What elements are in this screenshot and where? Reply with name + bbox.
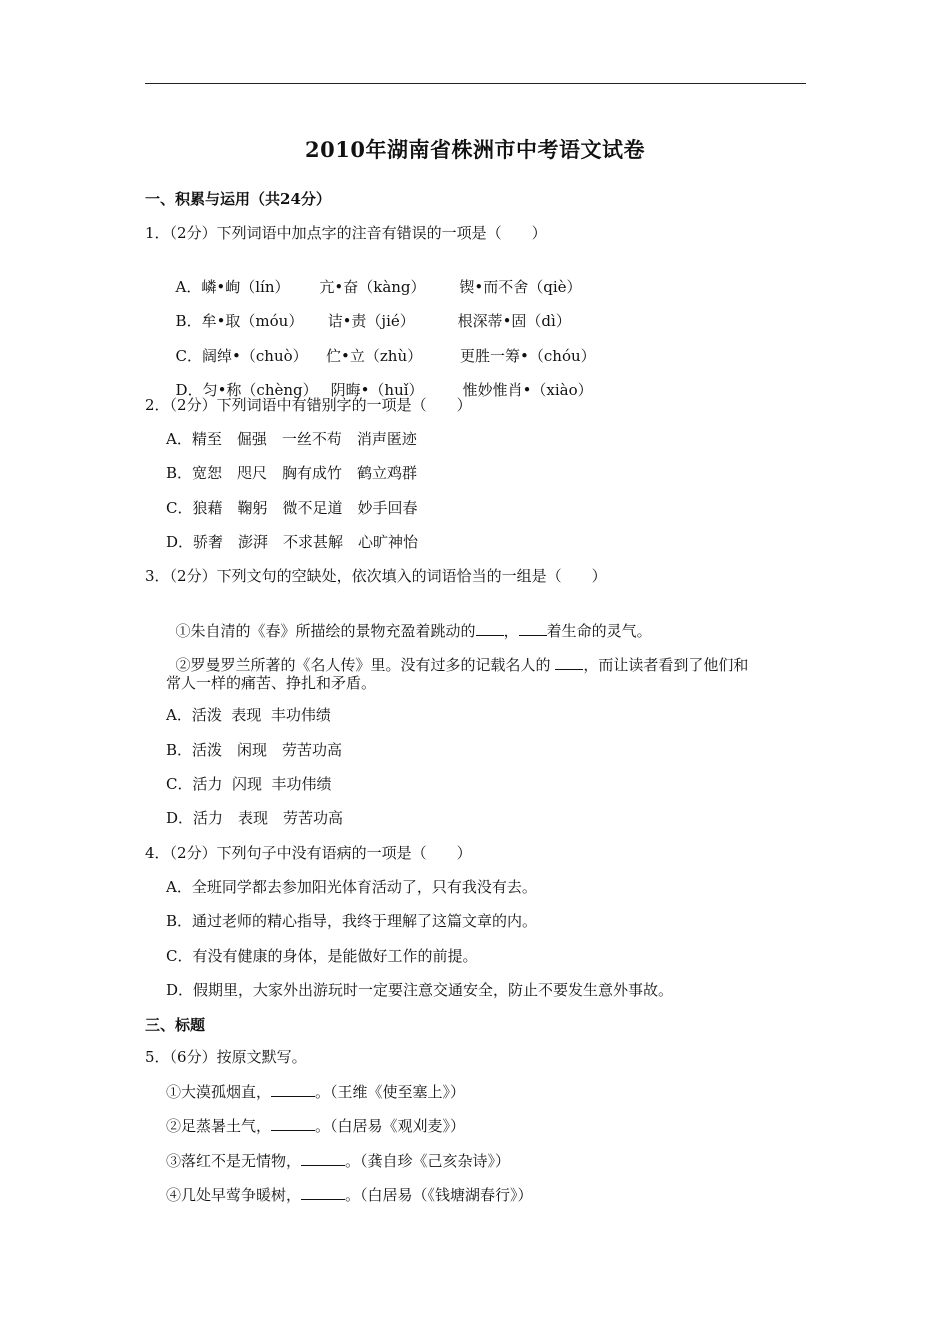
verse-source: 。（龚自珍《己亥杂诗》）: [345, 1152, 511, 1170]
q3-option-b: [166, 740, 342, 760]
option-letter: D．: [175, 381, 203, 399]
option-text: 狼藉 鞠躬 微不足道 妙手回春: [192, 499, 418, 517]
q1-option-d: [166, 360, 593, 400]
option-text: 活力 闪现 丰功伟绩: [192, 775, 332, 793]
question-2-stem: 2．（2分）下列词语中有错别字的一项是（ ）: [145, 396, 472, 414]
option-text: 活泼 闲现 劳苦功高: [192, 741, 343, 759]
q5-item-4: [166, 1184, 533, 1205]
fill-blank: [271, 1115, 315, 1131]
option-word: 诘•责（jié）: [327, 312, 415, 330]
q3-option-c: [166, 774, 332, 794]
fill-blank: [301, 1184, 345, 1200]
option-text: 精至 倔强 一丝不苟 消声匿迹: [191, 430, 417, 448]
option-letter: A．: [166, 706, 192, 724]
option-word: 嶙•峋（lín）: [201, 278, 290, 296]
sentence-text: 着生命的灵气。: [546, 622, 652, 640]
option-letter: C．: [166, 775, 193, 793]
verse-text: ④几处早莺争暖树，: [166, 1186, 302, 1204]
option-text: 有没有健康的身体，是能做好工作的前提。: [192, 947, 478, 965]
option-text: 宽恕 咫尺 胸有成竹 鹤立鸡群: [192, 464, 418, 482]
option-word: 匀•称（chèng）: [202, 381, 318, 399]
option-letter: B．: [166, 464, 193, 482]
verse-source: 。（白居易《观刈麦》）: [315, 1117, 466, 1135]
fill-blank: [301, 1150, 345, 1166]
page-title: 2010年湖南省株洲市中考语文试卷: [305, 137, 645, 162]
option-word: 惟妙惟肖•（xiào）: [462, 381, 593, 399]
q4-option-b: [166, 911, 537, 931]
option-text: 骄奢 澎湃 不求甚解 心旷神怡: [193, 533, 419, 551]
option-word: 阴晦•（huǐ）: [330, 381, 424, 399]
option-text: 假期里，大家外出游玩时一定要注意交通安全，防止不要发生意外事故。: [193, 981, 674, 999]
option-letter: A．: [166, 430, 192, 448]
q2-option-c: [166, 498, 418, 518]
option-letter: D．: [166, 809, 194, 827]
verse-text: ③落红不是无情物，: [166, 1152, 302, 1170]
option-word: 牟•取（móu）: [201, 312, 304, 330]
q5-item-3: [166, 1150, 510, 1171]
option-letter: D．: [166, 533, 194, 551]
question-4-stem: 4．（2分）下列句子中没有语病的一项是（ ）: [145, 844, 472, 862]
verse-text: ②足蒸暑土气，: [166, 1117, 272, 1135]
q3-option-d: [166, 808, 343, 828]
q2-option-a: [166, 429, 417, 449]
option-word: 伫•立（zhù）: [326, 347, 423, 365]
q4-option-a: [166, 877, 537, 897]
q3-option-a: [166, 705, 331, 725]
sentence-text: ，: [503, 622, 519, 640]
option-letter: A．: [166, 878, 192, 896]
option-text: 全班同学都去参加阳光体育活动了，只有我没有去。: [191, 878, 537, 896]
fill-blank: [555, 654, 583, 670]
option-letter: C．: [166, 947, 193, 965]
q2-option-d: [166, 532, 418, 552]
option-word: 更胜一筹•（chóu）: [460, 347, 596, 365]
sentence-text: ，而让读者看到了他们和: [583, 656, 749, 674]
fill-blank: [271, 1081, 315, 1097]
option-text: 活泼 表现 丰功伟绩: [191, 706, 331, 724]
verse-source: 。（王维《使至塞上》）: [315, 1083, 466, 1101]
section-heading: 三、标题: [145, 1016, 206, 1034]
option-word: 亢•奋（kàng）: [319, 278, 426, 296]
option-text: 活力 表现 劳苦功高: [193, 809, 344, 827]
q5-item-1: [166, 1081, 465, 1102]
q3-sentence-2-cont: 常人一样的痛苦、挣扎和矛盾。: [166, 674, 377, 692]
option-letter: C．: [175, 347, 203, 365]
verse-source: 。（白居易（《钱塘湖春行》）: [345, 1186, 533, 1204]
q1-option-b: [166, 291, 571, 331]
question-1-stem: 1．（2分）下列词语中加点字的注音有错误的一项是（ ）: [145, 224, 547, 242]
header-rule: [145, 83, 806, 84]
option-letter: B．: [166, 741, 193, 759]
option-letter: C．: [166, 499, 193, 517]
verse-text: ①大漠孤烟直，: [166, 1083, 272, 1101]
option-word: 锲•而不舍（qiè）: [459, 278, 582, 296]
question-3-stem: 3．（2分）下列文句的空缺处，依次填入的词语恰当的一组是（ ）: [145, 567, 607, 585]
q4-option-d: [166, 980, 673, 1000]
question-5-stem: 5．（6分）按原文默写。: [145, 1048, 307, 1066]
section-heading: 一、积累与运用（共24分）: [145, 190, 331, 208]
option-word: 阔绰•（chuò）: [202, 347, 308, 365]
q2-option-b: [166, 463, 417, 483]
option-letter: D．: [166, 981, 194, 999]
option-letter: B．: [166, 912, 193, 930]
sentence-text: ②罗曼罗兰所著的《名人传》里。没有过多的记载名人的: [175, 656, 556, 674]
option-letter: A．: [175, 278, 202, 296]
q4-option-c: [166, 946, 478, 966]
option-letter: B．: [175, 312, 202, 330]
option-word: 根深蒂•固（dì）: [457, 312, 571, 330]
q3-sentence-2: [166, 634, 748, 675]
q5-item-2: [166, 1115, 465, 1136]
sentence-text: ①朱自清的《春》所描绘的景物充盈着跳动的: [175, 622, 476, 640]
option-text: 通过老师的精心指导，我终于理解了这篇文章的内。: [192, 912, 538, 930]
